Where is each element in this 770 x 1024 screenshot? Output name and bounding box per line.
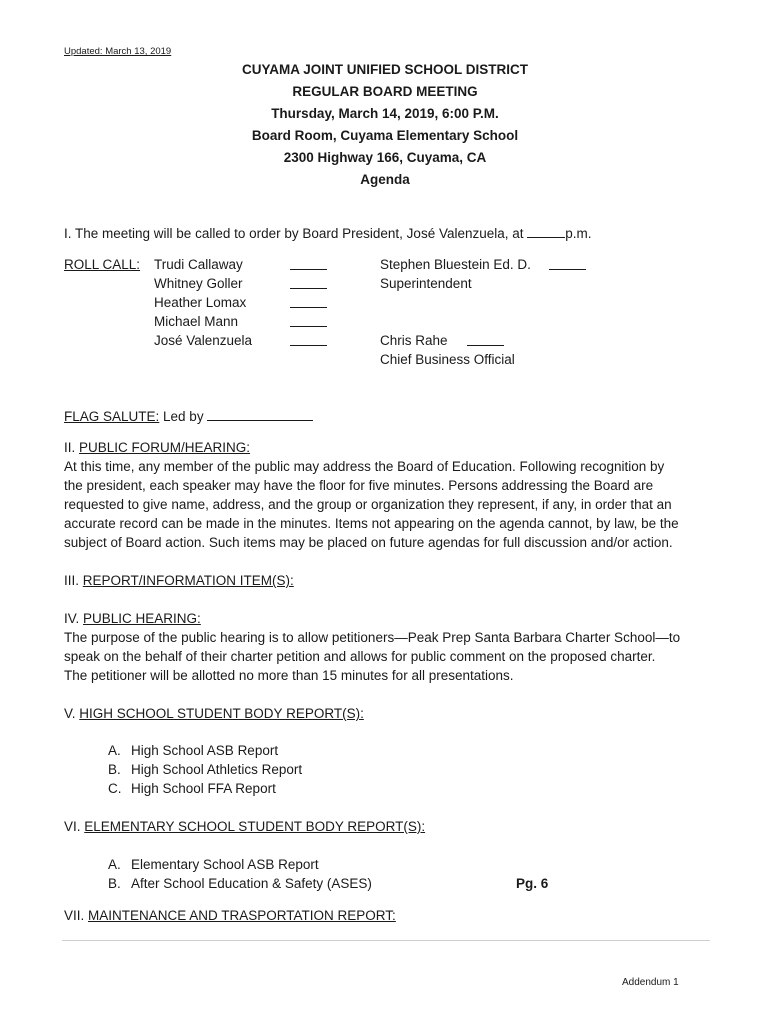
list-letter: B.	[108, 876, 121, 891]
roll-call-label: ROLL CALL:	[64, 257, 141, 272]
list-letter: C.	[108, 781, 122, 796]
section-heading	[64, 571, 294, 590]
paragraph-line: accurate record can be made in the minutes. Items not appearing on the agenda cannot, by law, be the	[64, 516, 679, 531]
member-name: José Valenzuela	[154, 333, 253, 348]
page-divider	[62, 940, 710, 941]
attendance-blank	[290, 313, 327, 327]
call-to-order-text: I. The meeting will be called to order by Board President, José Valenzuela, at	[64, 226, 528, 241]
paragraph-line: the president, each speaker may have the floor for five minutes. Persons addressing the Board are	[64, 478, 654, 493]
section-heading	[64, 906, 396, 925]
call-to-order-suffix: p.m.	[565, 226, 592, 241]
paragraph-line: speak on the behalf of their charter petition and allows for public comment on the proposed charter.	[64, 649, 656, 664]
section-title: PUBLIC FORUM/HEARING:	[79, 440, 251, 455]
list-item: High School ASB Report	[131, 743, 279, 758]
district-name: CUYAMA JOINT UNIFIED SCHOOL DISTRICT	[241, 62, 529, 77]
section-title: MAINTENANCE AND TRASPORTATION REPORT:	[88, 908, 396, 923]
section-title: ELEMENTARY SCHOOL STUDENT BODY REPORT(S):	[84, 819, 426, 834]
flag-salute-text: Led by	[159, 409, 208, 424]
list-item: Elementary School ASB Report	[131, 857, 319, 872]
list-letter: B.	[108, 762, 121, 777]
list-letter: A.	[108, 743, 121, 758]
flag-salute-label: FLAG SALUTE:	[64, 409, 160, 424]
flag-salute	[64, 407, 313, 426]
attendance-blank	[549, 256, 586, 270]
section-number: VII.	[64, 908, 89, 923]
attendance-blank	[290, 275, 327, 289]
attendance-blank	[290, 332, 327, 346]
member-name: Heather Lomax	[154, 295, 247, 310]
member-name: Whitney Goller	[154, 276, 243, 291]
meeting-address: 2300 Highway 166, Cuyama, CA	[283, 150, 487, 165]
led-by-blank	[207, 407, 313, 421]
attendance-blank	[467, 332, 504, 346]
meeting-datetime: Thursday, March 14, 2019, 6:00 P.M.	[271, 106, 499, 121]
section-heading	[64, 609, 201, 628]
attendance-blank	[290, 256, 327, 270]
section-heading	[64, 438, 250, 457]
member-name: Michael Mann	[154, 314, 239, 329]
member-name: Trudi Callaway	[154, 257, 243, 272]
public-hearing-text	[64, 628, 704, 685]
list-item: High School Athletics Report	[131, 762, 303, 777]
section-number: V.	[64, 706, 80, 721]
paragraph-line: requested to give name, address, and the group or organization they represent, if any, in order that an	[64, 497, 672, 512]
public-forum-text	[64, 457, 704, 552]
footer-addendum: Addendum 1	[622, 977, 679, 988]
paragraph-line: The purpose of the public hearing is to allow petitioners—Peak Prep Santa Barbara Charter School—to	[64, 630, 681, 645]
section-number: III.	[64, 573, 83, 588]
paragraph-line: The petitioner will be allotted no more than 15 minutes for all presentations.	[64, 668, 514, 683]
meeting-type: REGULAR BOARD MEETING	[292, 84, 478, 99]
list-item: High School FFA Report	[131, 781, 276, 796]
time-blank	[527, 224, 565, 238]
staff-title: Superintendent	[380, 276, 472, 291]
list-letter: A.	[108, 857, 121, 872]
section-number: II.	[64, 440, 80, 455]
meeting-location: Board Room, Cuyama Elementary School	[251, 128, 519, 143]
section-title: PUBLIC HEARING:	[83, 611, 201, 626]
section-heading	[64, 704, 364, 723]
agenda-title: Agenda	[360, 172, 410, 187]
section-title: REPORT/INFORMATION ITEM(S):	[82, 573, 294, 588]
page-reference: Pg. 6	[516, 876, 549, 891]
updated-date: Updated: March 13, 2019	[64, 46, 172, 57]
section-number: VI.	[64, 819, 85, 834]
staff-title: Chief Business Official	[380, 352, 515, 367]
paragraph-line: At this time, any member of the public may address the Board of Education. Following recognition by	[64, 459, 665, 474]
staff-name: Chris Rahe	[380, 333, 448, 348]
section-heading	[64, 817, 425, 836]
list-item: After School Education & Safety (ASES)	[131, 876, 372, 891]
call-to-order	[64, 224, 592, 243]
section-number: IV.	[64, 611, 84, 626]
staff-name: Stephen Bluestein Ed. D.	[380, 257, 531, 272]
paragraph-line: subject of Board action. Such items may be placed on future agendas for full discussion and/or action.	[64, 535, 673, 550]
section-title: HIGH SCHOOL STUDENT BODY REPORT(S):	[79, 706, 364, 721]
attendance-blank	[290, 294, 327, 308]
